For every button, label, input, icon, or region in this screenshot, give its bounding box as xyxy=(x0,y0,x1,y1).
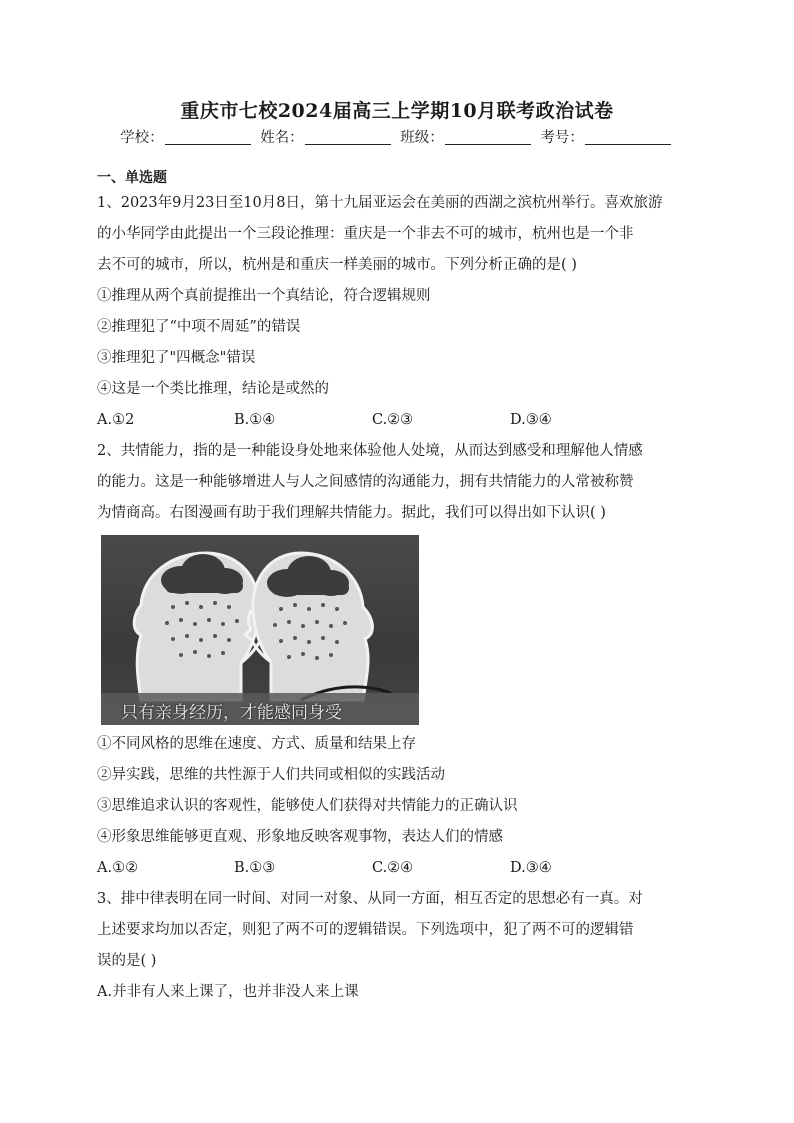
option-a: A.并非有人来上课了，也并非没人来上课 xyxy=(97,984,359,1000)
school-label: 学校： xyxy=(120,130,164,146)
option-d: D.③④ xyxy=(510,412,552,428)
statement-item: ④这是一个类比推理，结论是或然的 xyxy=(97,381,329,397)
option-c: C.②④ xyxy=(372,860,414,876)
exam-number-blank xyxy=(585,130,671,145)
option-b: B.①④ xyxy=(234,412,276,428)
cartoon-caption: 只有亲身经历，才能感同身受 xyxy=(121,703,342,723)
statement-item: ①不同风格的思维在速度、方式、质量和结果上存 xyxy=(97,736,416,752)
question-text-line: 3、排中律表明在同一时间、对同一对象、从同一方面，相互否定的思想必有一真。对 xyxy=(97,891,643,907)
question-text-line: 的小华同学由此提出一个三段论推理：重庆是一个非去不可的城市，杭州也是一个非 xyxy=(97,226,634,242)
exam-number-label: 考号： xyxy=(540,130,584,146)
question-text-line: 的能力。这是一种能够增进人与人之间感情的沟通能力，拥有共情能力的人常被称赞 xyxy=(97,474,634,490)
class-label: 班级： xyxy=(400,130,444,146)
question-2 xyxy=(97,436,697,884)
statement-item: ③推理犯了"四概念"错误 xyxy=(97,350,256,366)
question-text-line: 1、2023年9月23日至10月8日，第十九届亚运会在美丽的西湖之滨杭州举行。喜欢旅游 xyxy=(97,195,663,211)
question-text-line: 为情商高。右图漫画有助于我们理解共情能力。据此，我们可以得出如下认识( ) xyxy=(97,505,606,521)
question-text-line: 上述要求均加以否定，则犯了两不可的逻辑错误。下列选项中，犯了两不可的逻辑错 xyxy=(97,922,634,938)
name-label: 姓名： xyxy=(260,130,304,146)
exam-content xyxy=(97,168,697,1008)
student-info-row xyxy=(0,126,794,147)
answer-options xyxy=(97,405,697,436)
answer-options xyxy=(97,853,697,884)
cartoon-image xyxy=(101,535,419,725)
option-d: D.③④ xyxy=(510,860,552,876)
name-blank xyxy=(305,130,391,145)
two-heads-illustration xyxy=(101,535,419,725)
question-3 xyxy=(97,884,697,1008)
option-b: B.①③ xyxy=(234,860,276,876)
question-text-line: 去不可的城市，所以，杭州是和重庆一样美丽的城市。下列分析正确的是( ) xyxy=(97,257,577,273)
exam-title: 重庆市七校2024届高三上学期10月联考政治试卷 xyxy=(180,100,614,122)
statement-item: ②推理犯了“中项不周延”的错误 xyxy=(97,319,301,335)
question-text-line: 误的是( ) xyxy=(97,953,157,969)
option-a: A.①② xyxy=(97,860,139,876)
section-heading: 一、单选题 xyxy=(97,170,167,186)
statement-item: ④形象思维能够更直观、形象地反映客观事物，表达人们的情感 xyxy=(97,829,503,845)
option-c: C.②③ xyxy=(372,412,414,428)
statement-item: ③思维追求认识的客观性，能够使人们获得对共情能力的正确认识 xyxy=(97,798,518,814)
option-a: A.①2 xyxy=(97,412,135,428)
statement-item: ②异实践，思维的共性源于人们共同或相似的实践活动 xyxy=(97,767,445,783)
class-blank xyxy=(445,130,531,145)
statement-item: ①推理从两个真前提推出一个真结论，符合逻辑规则 xyxy=(97,288,431,304)
question-text-line: 2、共情能力，指的是一种能设身处地来体验他人处境，从而达到感受和理解他人情感 xyxy=(97,443,643,459)
school-blank xyxy=(165,130,251,145)
question-1 xyxy=(97,188,697,436)
